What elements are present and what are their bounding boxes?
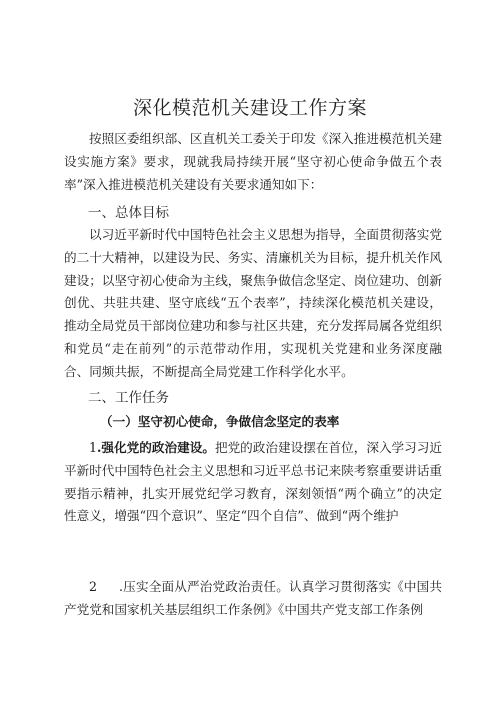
task-item-1 xyxy=(64,437,442,528)
subsection-heading: （一）坚守初心使命，争做信念坚定的表率 xyxy=(100,414,340,429)
task-item-2 xyxy=(64,576,442,622)
task-item-1-text: 把党的政治建设摆在首位，深入学习习近平新时代中国特色社会主义思想和习近平总书记来陕考察重要讲话重要指示精神，扎实开展党纪学习教育，深刻领悟“两个确立”的决定性意义，增强“四个意识”、坚定“四个自信”、做到“两个维护 xyxy=(64,440,442,524)
document-title: 深化模范机关建设工作方案 xyxy=(132,97,367,119)
task-item-2-text: .压实全面从严治党政治责任。认真学习贯彻落实《中国共产党党和国家机关基层组织工作条例》《中国共产党支部工作条例 xyxy=(64,579,442,617)
goals-paragraph: 以习近平新时代中国特色社会主义思想为指导，全面贯彻落实党的二十大精神，以建设为民、务实、清廉机关为目标，提升机关作风建设；以坚守初心使命为主线，聚焦争做信念坚定、岗位建功、创新创优、共驻共建、坚守底线“五个表率”，持续深化模范机关建设，推动全局党员干部岗位建功和参与社区共建，充分发挥局属各党组织和党员“走在前列”的示范带动作用，实现机关党建和业务深度融合、同频共振，不断提高全局党建工作科学化水平。 xyxy=(64,227,442,379)
task-item-1-number: 1 xyxy=(89,440,98,455)
task-item-1-title: .强化党的政治建设。 xyxy=(97,440,215,455)
section-heading-tasks: 二、工作任务 xyxy=(88,390,169,406)
section-heading-goals: 一、总体目标 xyxy=(88,205,169,221)
task-item-2-number: 2 xyxy=(89,579,98,594)
intro-paragraph: 按照区委组织部、区直机关工委关于印发《深入推进模范机关建设实施方案》要求，现就我局持续开展“坚守初心使命争做五个表率”深入推进模范机关建设有关要求通知如下： xyxy=(64,131,442,192)
